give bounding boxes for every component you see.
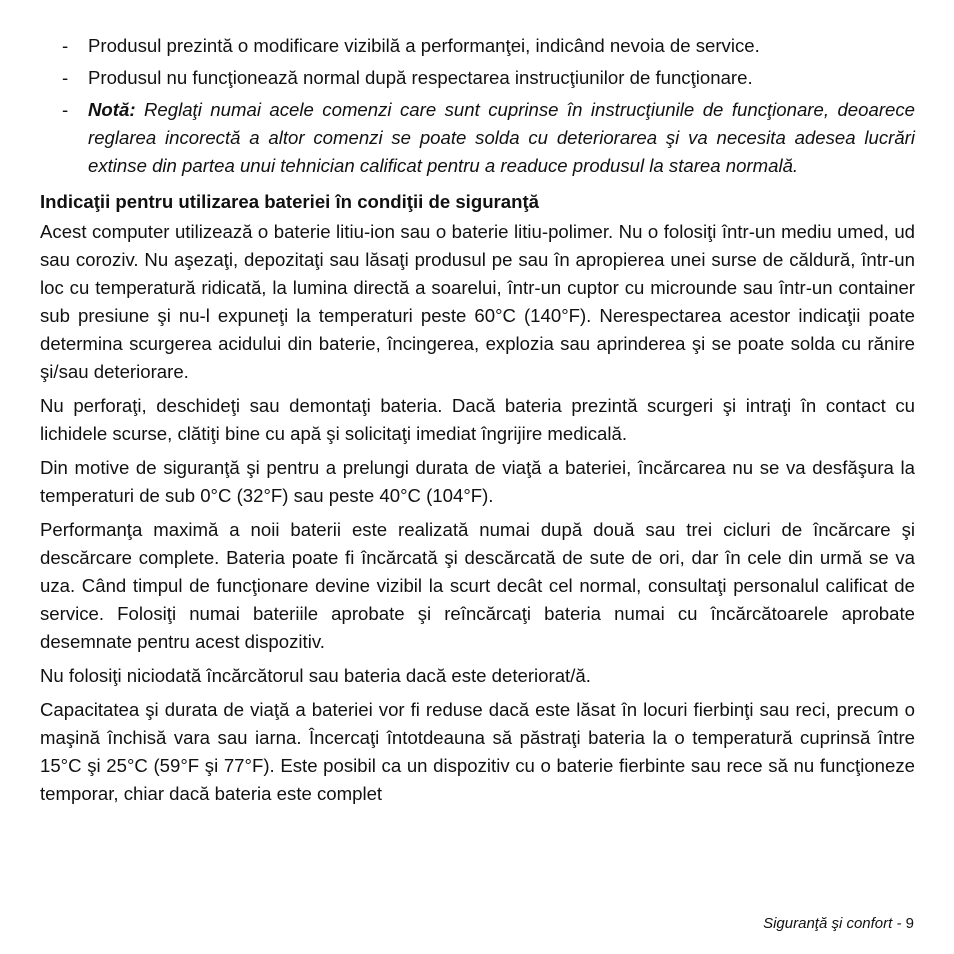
paragraph: Performanţa maximă a noii baterii este realizată numai după două sau trei cicluri de încărcare şi descărcare complete. Bateria poate fi încărcată şi descărcată de sute de ori, dar în cele din urmă se va uza. Când timpul de funcţionare devine vizibil la scurt decât cel normal, consultaţi personalul calificat de service. Folosiţi numai bateriile aprobate şi reîncărcaţi bateria numai cu încărcătoarele aprobate desemnate pentru acest dispozitiv. <box>40 519 915 652</box>
page-footer <box>763 914 914 934</box>
bullet-text: Produsul prezintă o modificare vizibilă a performanţei, indicând nevoia de service. <box>88 35 760 56</box>
bullet-text: Produsul nu funcţionează normal după respectarea instrucţiunilor de funcţionare. <box>88 67 753 88</box>
note-text <box>88 96 915 180</box>
document-page <box>40 32 915 814</box>
paragraph: Nu perforaţi, deschideţi sau demontaţi bateria. Dacă bateria prezintă scurgeri şi intraţi în contact cu lichidele scurse, clătiţi bine cu apă şi solicitaţi imediat îngrijire medicală. <box>40 395 915 444</box>
bullet-dash: - <box>62 99 69 120</box>
bullet-dash: - <box>62 67 69 88</box>
paragraph: Acest computer utilizează o baterie litiu-ion sau o baterie litiu-polimer. Nu o folosiţi într-un mediu umed, ud sau coroziv. Nu aşezaţi, depozitaţi sau lăsaţi produsul pe sau în apropierea unei surse de căldură, într-un loc cu temperatură ridicată, la lumina directă a soarelui, într-un cuptor cu microunde sau într-un container sub presiune şi nu-l expuneţi la temperaturi peste 60°C (140°F). Nerespectarea acestor indicaţii poate determina scurgerea acidului din baterie, încingerea, explozia sau aprinderea şi se poate solda cu rănire şi/sau deteriorare. <box>40 221 915 382</box>
paragraph: Din motive de siguranţă şi pentru a prelungi durata de viaţă a bateriei, încărcarea nu se va desfăşura la temperaturi de sub 0°C (32°F) sau peste 40°C (104°F). <box>40 457 915 506</box>
page-number: 9 <box>905 915 914 932</box>
section-heading: Indicaţii pentru utilizarea bateriei în condiţii de siguranţă <box>40 191 540 212</box>
bullet-item <box>40 64 915 92</box>
bullet-dash: - <box>62 35 69 56</box>
paragraph: Nu folosiţi niciodată încărcătorul sau bateria dacă este deteriorat/ă. <box>40 665 591 686</box>
note-body: Reglaţi numai acele comenzi care sunt cuprinse în instrucţiunile de funcţionare, deoarece reglarea incorectă a altor comenzi se poate solda cu deteriorarea şi va necesita adesea lucrări extinse din partea unui tehnician calificat pentru a readuce produsul la starea normală. <box>88 99 915 176</box>
note-item <box>40 96 915 180</box>
note-label: Notă: <box>88 99 136 120</box>
footer-label: Siguranţă şi confort - <box>763 915 902 932</box>
bullet-item <box>40 32 915 60</box>
paragraph: Capacitatea şi durata de viaţă a bateriei vor fi reduse dacă este lăsat în locuri fierbinţi sau reci, precum o maşină închisă vara sau iarna. Încercaţi întotdeauna să păstraţi bateria la o temperatură cuprinsă între 15°C şi 25°C (59°F şi 77°F). Este posibil ca un dispozitiv cu o baterie fierbinte sau rece să nu funcţioneze temporar, chiar dacă bateria este complet <box>40 699 915 804</box>
